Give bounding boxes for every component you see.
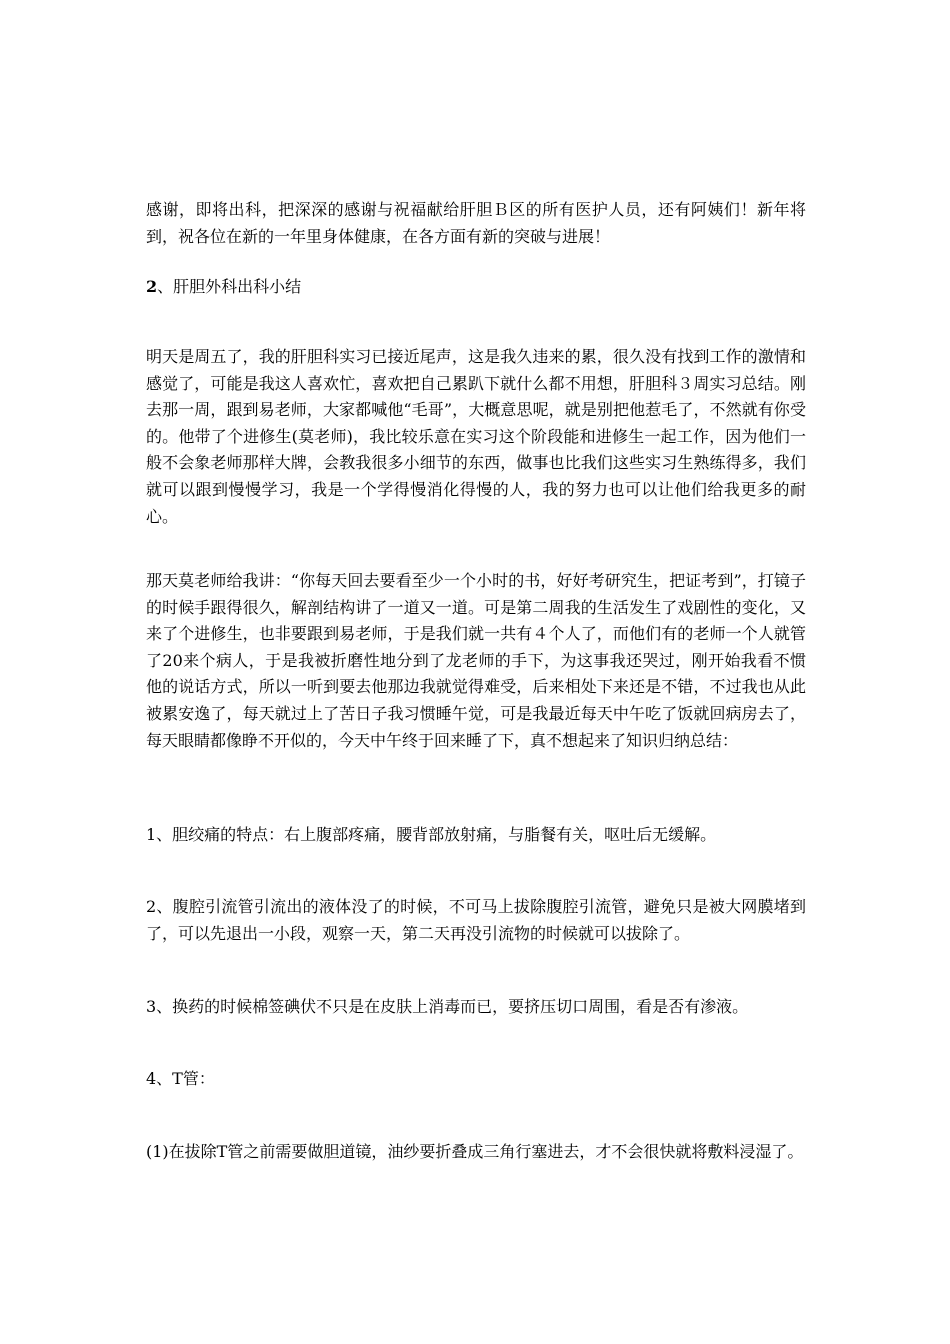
paragraph-2: 那天莫老师给我讲：“你每天回去要看至少一个小时的书，好好考研究生，把证考到”，打镜子的时候手跟得很久，解剖结构讲了一道又一道。可是第二周我的生活发生了戏剧性的变化，又来了个进修生，也非要跟到易老师，于是我们就一共有４个人了，而他们有的老师一个人就管了20来个病人，于是我被折磨性地分到了龙老师的手下，为这事我还哭过，刚开始我看不惯他的说话方式，所以一听到要去他那边我就觉得难受，后来相处下来还是不错，不过我也从此被累安逸了，每天就过上了苦日子我习惯睡午觉，可是我最近每天中午吃了饭就回病房去了，每天眼睛都像睁不开似的，今天中午终于回来睡了下，真不想起来了知识归纳总结： xyxy=(146,571,806,750)
list-item-4: 4、T管： xyxy=(146,1069,215,1088)
list-item-1: 1、胆绞痛的特点：右上腹部疼痛，腰背部放射痛，与脂餐有关，呕吐后无缓解。 xyxy=(146,825,717,844)
paragraph-thanks: 感谢，即将出科，把深深的感谢与祝福献给肝胆Ｂ区的所有医护人员，还有阿姨们！新年将到，祝各位在新的一年里身体健康，在各方面有新的突破与进展！ xyxy=(146,200,806,246)
list-item-3: 3、换药的时候棉签碘伏不只是在皮肤上消毒而已，要挤压切口周围，看是否有渗液。 xyxy=(146,997,749,1016)
paragraph-1: 明天是周五了，我的肝胆科实习已接近尾声，这是我久违来的累，很久没有找到工作的激情和感觉了，可能是我这人喜欢忙，喜欢把自己累趴下就什么都不用想，肝胆科３周实习总结。刚去那一周，跟到易老师，大家都喊他“毛哥”，大概意思呢，就是别把他惹毛了，不然就有你受的。他带了个进修生(莫老师)，我比较乐意在实习这个阶段能和进修生一起工作，因为他们一般不会象老师那样大牌，会教我很多小细节的东西，做事也比我们这些实习生熟练得多，我们就可以跟到慢慢学习，我是一个学得慢消化得慢的人，我的努力也可以让他们给我更多的耐心。 xyxy=(146,347,806,526)
section-heading xyxy=(146,274,806,301)
section-title: 、肝胆外科出科小结 xyxy=(157,277,302,296)
list-item-2: 2、腹腔引流管引流出的液体没了的时候，不可马上拔除腹腔引流管，避免只是被大网膜堵到了，可以先退出一小段，观察一天，第二天再没引流物的时候就可以拔除了。 xyxy=(146,897,806,943)
section-number: 2 xyxy=(146,277,158,296)
list-item-4-sub-1: (1)在拔除T管之前需要做胆道镜，油纱要折叠成三角行塞进去，才不会很快就将敷料浸湿了。 xyxy=(146,1142,804,1161)
